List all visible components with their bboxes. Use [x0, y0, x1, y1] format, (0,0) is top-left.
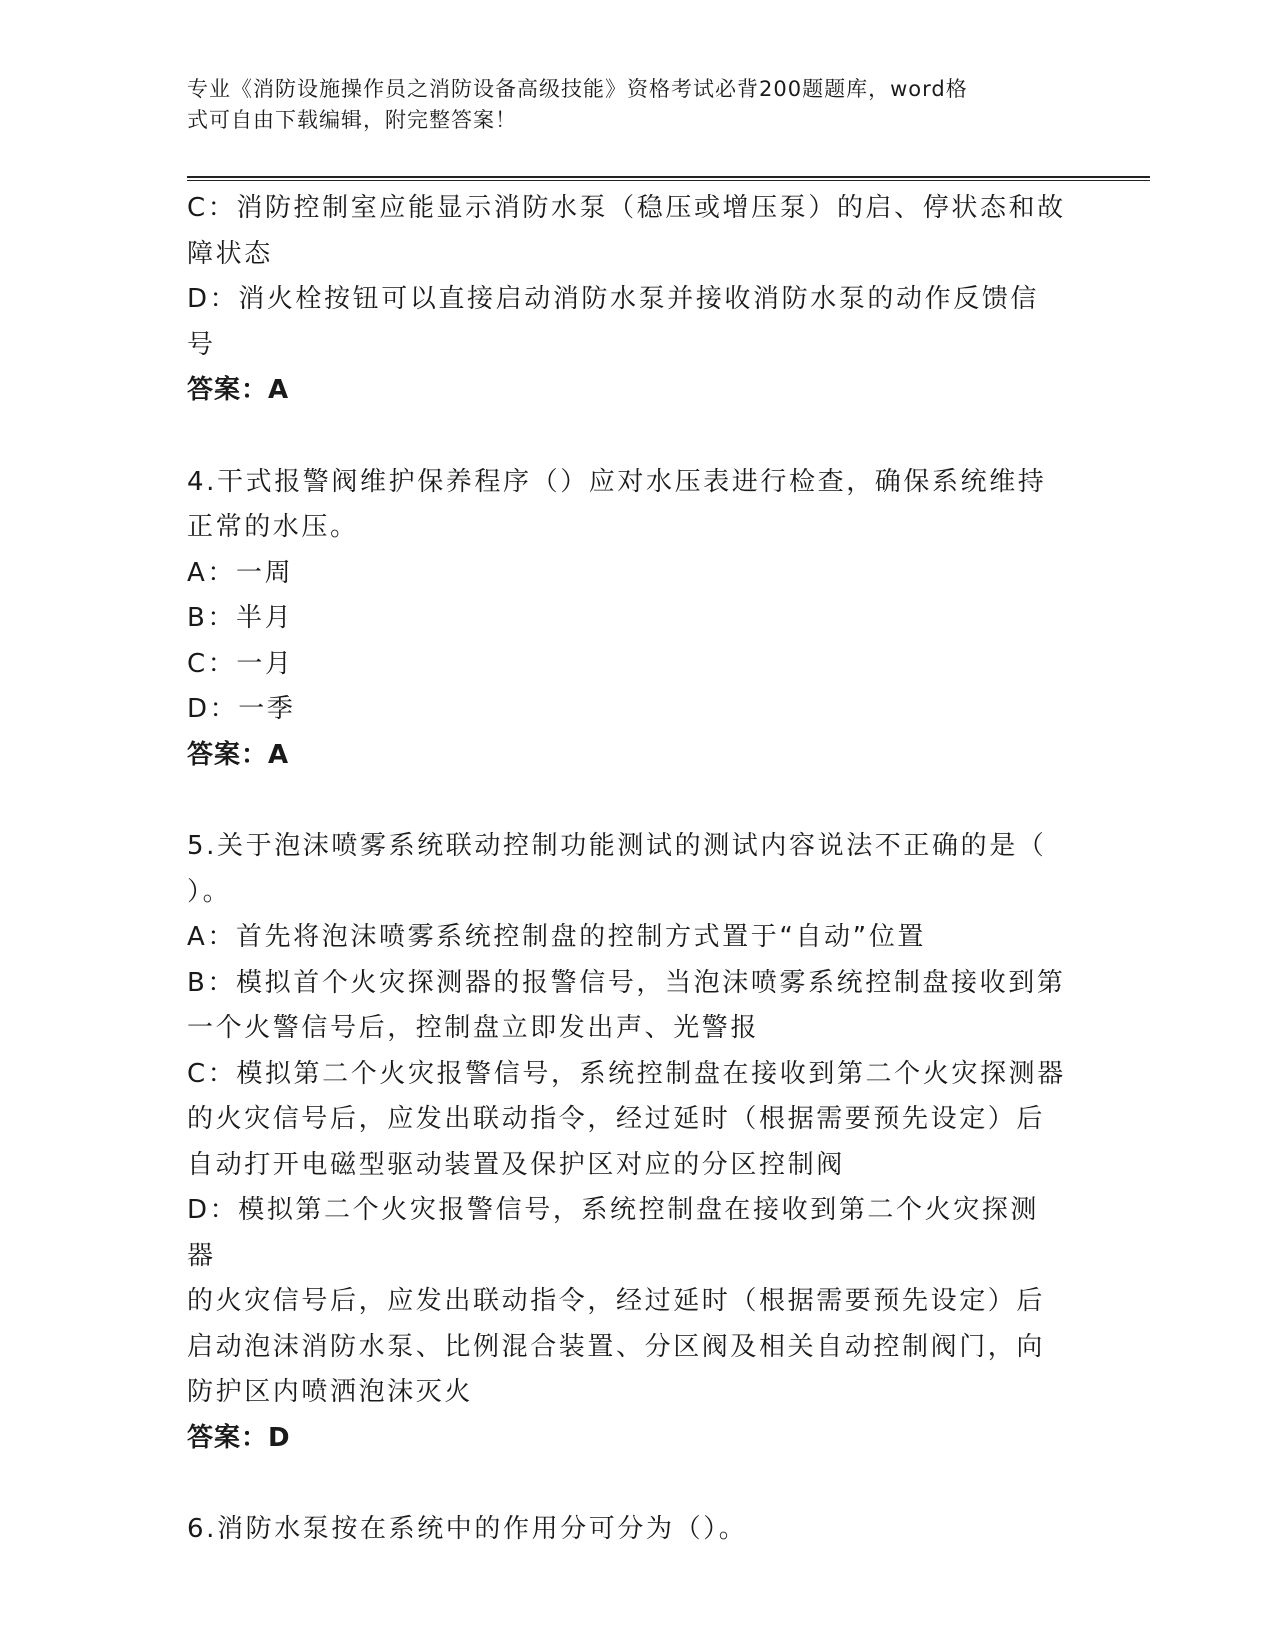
q5-stem-line-2: ）。	[187, 876, 232, 907]
q3-option-d: D：消火栓按钮可以直接启动消防水泵并接收消防水泵的动作反馈信号	[187, 284, 1040, 360]
q5-option-d-line-1: D：模拟第二个火灾报警信号，系统控制盘在接收到第二个火灾探测器	[187, 1195, 1040, 1271]
q5-option-c-line-2: 的火灾信号后，应发出联动指令，经过延时（根据需要预先设定）后	[187, 1104, 1046, 1134]
q3-option-c-line-2: 障状态	[187, 238, 273, 269]
q5-option-d-line-4: 防护区内喷洒泡沫灭火	[187, 1377, 474, 1407]
q5-option-b-line-1: B：模拟首个火灾探测器的报警信号，当泡沫喷雾系统控制盘接收到第	[187, 967, 1066, 998]
q4-option-d: D：一季	[187, 694, 296, 724]
q3-option-c-line-1: C：消防控制室应能显示消防水泵（稳压或增压泵）的启、停状态和故	[187, 193, 1066, 223]
spacer	[187, 414, 1067, 460]
q3-answer: 答案：A	[187, 375, 290, 405]
q4-stem-line-1: 4.干式报警阀维护保养程序（）应对水压表进行检查，确保系统维持	[187, 466, 1047, 497]
q6-stem: 6.消防水泵按在系统中的作用分可分为（）。	[187, 1514, 748, 1544]
q5-option-d-line-2: 的火灾信号后，应发出联动指令，经过延时（根据需要预先设定）后	[187, 1286, 1046, 1316]
header-line-1: 专业《消防设施操作员之消防设备高级技能》资格考试必背200题题库，word格	[187, 77, 968, 101]
q5-option-b-line-2: 一个火警信号后，控制盘立即发出声、光警报	[187, 1013, 760, 1043]
q5-stem-line-1: 5.关于泡沫喷雾系统联动控制功能测试的测试内容说法不正确的是（	[187, 831, 1047, 861]
q5-answer: 答案：D	[187, 1422, 291, 1453]
spacer	[187, 778, 1067, 824]
q5-option-c-line-3: 自动打开电磁型驱动装置及保护区对应的分区控制阀	[187, 1149, 845, 1180]
q4-stem-line-2: 正常的水压。	[187, 512, 359, 542]
q4-option-b: B：半月	[187, 603, 294, 633]
q4-answer: 答案：A	[187, 739, 290, 770]
q5-option-d-line-3: 启动泡沫消防水泵、比例混合装置、分区阀及相关自动控制阀门，向	[187, 1331, 1046, 1362]
q5-option-a: A：首先将泡沫喷雾系统控制盘的控制方式置于“自动”位置	[187, 922, 926, 952]
q5-option-c-line-1: C：模拟第二个火灾报警信号，系统控制盘在接收到第二个火灾探测器	[187, 1058, 1066, 1089]
header-divider	[187, 176, 1150, 181]
question-content	[187, 186, 1067, 1553]
q4-option-c: C：一月	[187, 648, 294, 679]
q4-option-a: A：一周	[187, 557, 294, 588]
document-header	[187, 74, 1067, 136]
header-line-2: 式可自由下载编辑，附完整答案！	[187, 108, 517, 132]
spacer	[187, 1461, 1067, 1507]
